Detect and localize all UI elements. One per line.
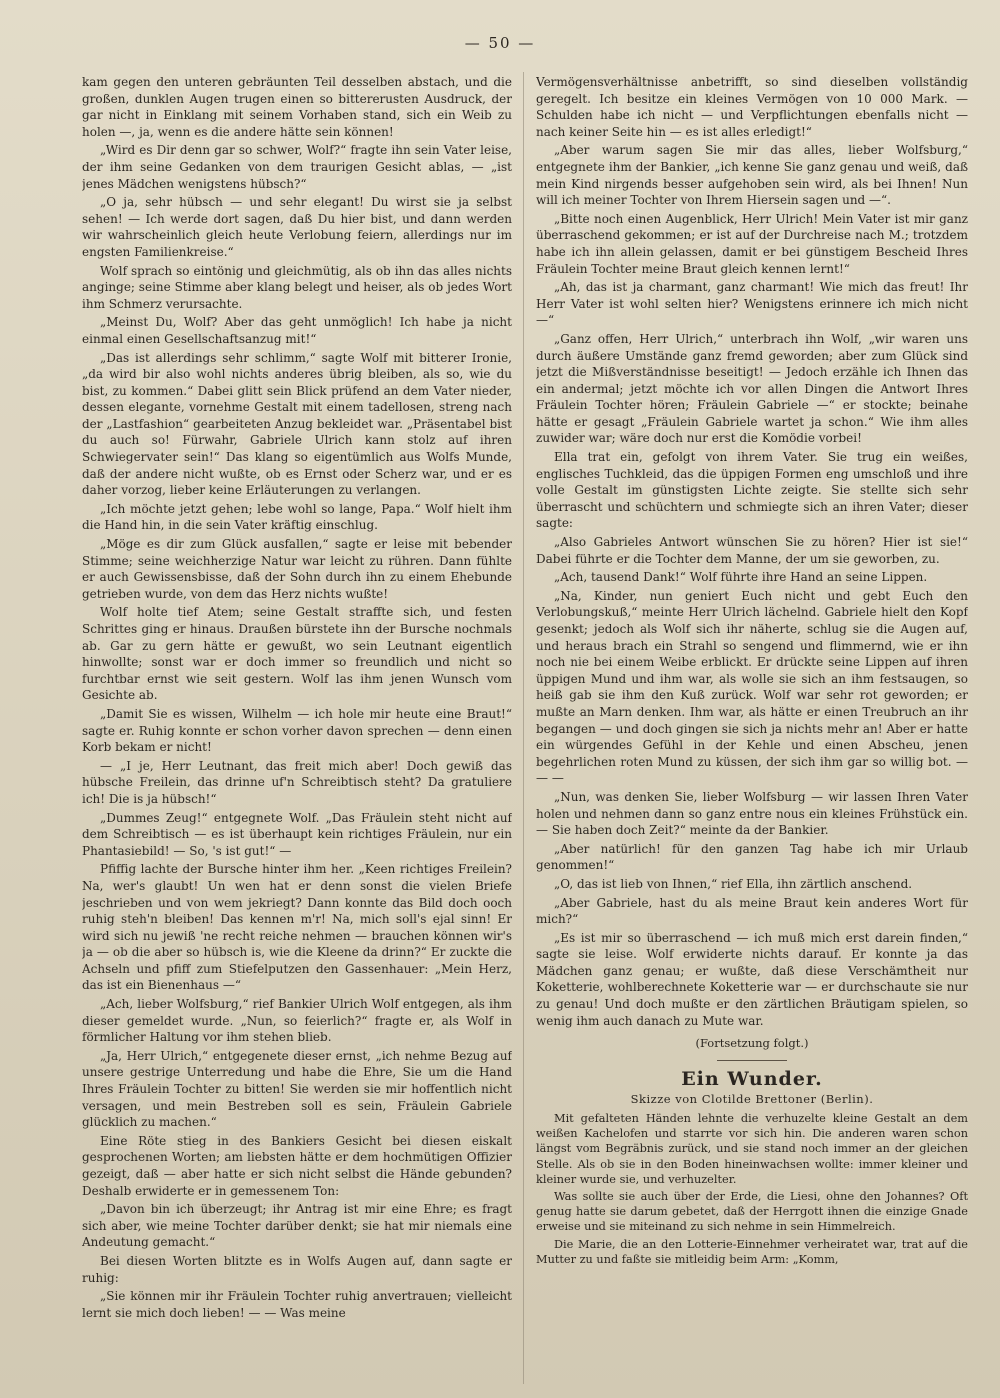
paragraph: „Aber natürlich! für den ganzen Tag habe ich mir Urlaub genommen!“ (536, 841, 968, 873)
paragraph: „Es ist mir so überraschend — ich muß mich erst darein finden,“ sagte sie leise. Wolf erwiderte nichts darauf. Er konnte ja das Mädchen ganz genau; er wußte, daß diese Verschämtheit nur Koketterie, wohlberechnete Koketterie war — er durchschaute sie nur zu genau! Und doch mußte er den zärtlichen Bräutigam spielen, so wenig ihm auch danach zu Mute war. (536, 930, 968, 1028)
paragraph: Die Marie, die an den Lotterie-Einnehmer verheiratet war, trat auf die Mutter zu und faßte sie mitleidig beim Arm: „Komm, (536, 1237, 968, 1266)
paragraph: „Ich möchte jetzt gehen; lebe wohl so lange, Papa.“ Wolf hielt ihm die Hand hin, in die sein Vater kräftig einschlug. (82, 501, 512, 533)
paragraph: Vermögensverhältnisse anbetrifft, so sind dieselben vollständig geregelt. Ich besitze ein kleines Vermögen von 10 000 Mark. — Schulden habe ich nicht — und Verpflichtungen ebenfalls nicht — nach keiner Seite hin — es ist alles erledigt!“ (536, 75, 968, 139)
paragraph: Was sollte sie auch über der Erde, die Liesi, ohne den Johannes? Oft genug hatte sie darum gebetet, daß der Herrgott ihnen die einzige Gnade erweise und sie miteinand zu sich nehme in sein Himmelreich. (536, 1190, 968, 1234)
paragraph: „Damit Sie es wissen, Wilhelm — ich hole mir heute eine Braut!“ sagte er. Ruhig konnte er schon vorher davon sprechen — denn einen Korb bekam er nicht! (82, 706, 512, 755)
paragraph: „O, das ist lieb von Ihnen,“ rief Ella, ihn zärtlich anschend. (554, 876, 913, 891)
paragraph: „Ach, tausend Dank!“ Wolf führte ihre Hand an seine Lippen. (554, 570, 928, 585)
paragraph: kam gegen den unteren gebräunten Teil desselben abstach, und die großen, dunklen Augen trugen einen so bittererusten Ausdruck, der gar nicht in Einklang mit seinem Vorhaben stand, sich ein Weib zu holen —, ja, wenn es die andere hätte sein können! (82, 75, 512, 139)
paragraph: Wolf sprach so eintönig und gleichmütig, als ob ihn das alles nichts anginge; seine Stimme aber klang belegt und heiser, als ob jedes Wort ihm Schmerz verursachte. (82, 263, 512, 311)
paragraph: Wolf holte tief Atem; seine Gestalt straffte sich, und festen Schrittes ging er hinaus. Draußen bürstete ihn der Bursche nochmals ab. Gar zu gern hätte er gewußt, wo sein Leutnant eigentlich hinwollte; sonst war er doch immer so freundlich und nicht so furchtbar ernst wie seit gestern. Wolf las ihm jenen Wunsch vom Gesichte ab. (82, 605, 512, 703)
continuation-note: (Fortsetzung folgt.) (695, 1036, 809, 1051)
paragraph: „Aber Gabriele, hast du als meine Braut kein anderes Wort für mich?“ (536, 895, 968, 927)
paragraph: „Davon bin ich überzeugt; ihr Antrag ist mir eine Ehre; es fragt sich aber, wie meine Tochter darüber denkt; sie hat mir niemals eine Andeutung gemacht.“ (82, 1202, 512, 1250)
paragraph: „Wird es Dir denn gar so schwer, Wolf?“ fragte ihn sein Vater leise, der ihm seine Gedanken von dem traurigen Gesicht ablas, — „ist jenes Mädchen wenigstens hübsch?“ (82, 143, 512, 191)
section-rule (717, 1060, 787, 1061)
paragraph: Bei diesen Worten blitzte es in Wolfs Augen auf, dann sagte er ruhig: (82, 1253, 512, 1285)
paragraph: Eine Röte stieg in des Bankiers Gesicht bei diesen eiskalt gesprochenen Worten; am liebsten hätte er dem hochmütigen Offizier gezeigt, daß — aber hatte er sich nicht selbst die Hände gebunden? Deshalb erwiderte er in gemessenem Ton: (82, 1133, 512, 1198)
story-title: Ein Wunder. (681, 1067, 823, 1090)
paragraph: „Ja, Herr Ulrich,“ entgegenete dieser ernst, „ich nehme Bezug auf unsere gestrige Unterredung und habe die Ehre, Sie um die Hand Ihres Fräulein Tochter zu bitten! Sie werden sie mir hoffentlich nicht versagen, und mein Bestreben soll es sein, Fräulein Gabriele glücklich zu machen.“ (82, 1048, 512, 1130)
story-body (536, 1111, 968, 1267)
column-divider (523, 72, 524, 1384)
paragraph: Pfiffig lachte der Bursche hinter ihm her. „Keen richtiges Freilein? Na, wer's glaubt! Un wen hat er denn sonst die vielen Briefe jeschrieben und von wem jekriegt? Dann konnte das Bild doch ooch ruhig steh'n bleiben! Das kennen m'r! Na, mich soll's ejal sinn! Er wird sich nu jewiß 'ne recht reiche nehmen — brauchen können wir's ja — ob die aber so hübsch is, wie die Kleene da drinn?“ Er zuckte die Achseln und pfiff zum Stiefelputzen den Gassenhauer: „Mein Herz, das ist ein Bienenhaus —“ (82, 862, 512, 993)
story-byline: Skizze von Clotilde Brettoner (Berlin). (630, 1092, 874, 1107)
paragraph: Ella trat ein, gefolgt von ihrem Vater. Sie trug ein weißes, englisches Tuchkleid, das die üppigen Formen eng umschloß und ihre volle Gestalt im günstigsten Lichte zeigte. Sie stellte sich sehr überrascht und schüchtern und schmiegte sich an ihren Vater; dieser sagte: (536, 450, 968, 531)
paragraph: „Das ist allerdings sehr schlimm,“ sagte Wolf mit bitterer Ironie, „da wird bir also wohl nichts anderes übrig bleiben, als so, wie du bist, zu kommen.“ Dabei glitt sein Blick prüfend an dem Vater nieder, dessen elegante, vornehme Gestalt mit einem tadellosen, streng nach der „Lastfashion“ gearbeiteten Anzug bekleidet war. „Präsentabel bist du auch so! Fürwahr, Gabriele Ulrich kann stolz auf ihren Schwiegervater sein!“ Das klang so eigentümlich aus Wolfs Munde, daß der andere nicht wußte, ob es Ernst oder Scherz war, und er es daher vorzog, lieber keine Erläuterungen zu verlangen. (82, 350, 512, 498)
paragraph: „Meinst Du, Wolf? Aber das geht unmöglich! Ich habe ja nicht einmal einen Gesellschaftsanzug mit!“ (82, 315, 512, 346)
paragraph: „Also Gabrieles Antwort wünschen Sie zu hören? Hier ist sie!“ Dabei führte er die Tochter dem Manne, der um sie geworben, zu. (536, 535, 968, 566)
paragraph: Mit gefalteten Händen lehnte die verhuzelte kleine Gestalt an dem weißen Kachelofen und starrte vor sich hin. Die anderen waren schon längst vom Begräbnis zurück, und sie stand noch immer an der gleichen Stelle. Als ob sie in den Boden hineinwachsen wollte: immer kleiner und kleiner wurde sie, und verhuzelter. (536, 1112, 968, 1186)
paragraph: „Dummes Zeug!“ entgegnete Wolf. „Das Fräulein steht nicht auf dem Schreibtisch — es ist überhaupt kein richtiges Fräulein, nur ein Phantasiebild! — So, 's ist gut!“ — (82, 810, 512, 858)
paragraph: „Möge es dir zum Glück ausfallen,“ sagte er leise mit bebender Stimme; seine weichherzige Natur war leicht zu rühren. Dann fühlte er auch Gewissensbisse, daß der Sohn durch ihn zu einem Ehebunde getrieben wurde, von dem das Herz nichts wußte! (82, 537, 512, 601)
paragraph: „O ja, sehr hübsch — und sehr elegant! Du wirst sie ja selbst sehen! — Ich werde dort sagen, daß Du hier bist, und dann werden wir wahrscheinlich gleich heute Verlobung feiern, allerdings nur im engsten Familienkreise.“ (82, 195, 512, 259)
right-column (536, 74, 968, 1388)
serial-continuation (536, 74, 968, 1029)
paragraph: „Na, Kinder, nun geniert Euch nicht und gebt Euch den Verlobungskuß,“ meinte Herr Ulrich lächelnd. Gabriele hielt den Kopf gesenkt; jedoch als Wolf sich ihr näherte, schlug sie die Augen auf, und heraus brach ein Strahl so sengend und flimmernd, wie er ihn noch nie bei einem Weibe erblickt. Er drückte seine Lippen auf ihren üppigen Mund und ihm war, als wolle sie sich an ihm festsaugen, so heiß gab sie ihm den Kuß zurück. Wolf war sehr rot geworden; er mußte an Marn denken. Ihm war, als hätte er einen Treubruch an ihr begangen — und doch gingen sie sich ja nichts mehr an! Aber er hatte ein würgendes Gefühl in der Kehle und einen Abscheu, jenen begehrlichen roten Mund zu küssen, der sich ihm gar so willig bot. — — — (536, 588, 968, 786)
paragraph: „Aber warum sagen Sie mir das alles, lieber Wolfsburg,“ entgegnete ihm der Bankier, „ich kenne Sie ganz genau und weiß, daß mein Kind nirgends besser aufgehoben sein wird, als bei Ihnen! Nun will ich meiner Tochter von Ihrem Hiersein sagen und —“. (536, 143, 968, 208)
paragraph: „Nun, was denken Sie, lieber Wolfsburg — wir lassen Ihren Vater holen und nehmen dann so ganz entre nous ein kleines Frühstück ein. — Sie haben doch Zeit?“ meinte da der Bankier. (536, 789, 968, 838)
paragraph: „Sie können mir ihr Fräulein Tochter ruhig anvertrauen; vielleicht lernt sie mich doch lieben! — — Was meine (82, 1289, 512, 1320)
paragraph: „Ach, lieber Wolfsburg,“ rief Bankier Ulrich Wolf entgegen, als ihm dieser gemeldet wurde. „Nun, so feierlich?“ fragte er, als Wolf in förmlicher Haltung vor ihm stehen blieb. (82, 997, 512, 1045)
left-column (82, 74, 512, 1388)
paragraph: „Ganz offen, Herr Ulrich,“ unterbrach ihn Wolf, „wir waren uns durch äußere Umstände ganz fremd geworden; aber zum Glück sind jetzt die Mißverständnisse beseitigt! — Jedoch erzähle ich Ihnen das ein andermal; jetzt möchte ich vor allen Dingen die Antwort Ihres Fräulein Tochter hören; Fräulein Gabriele —“ er stockte; beinahe hätte er gesagt „Fräulein Gabriele wartet ja schon.“ Wie ihm alles zuwider war; wäre doch nur erst die Komödie vorbei! (536, 331, 968, 446)
page-number: — 50 — (464, 34, 536, 52)
paragraph: „Bitte noch einen Augenblick, Herr Ulrich! Mein Vater ist mir ganz überraschend gekommen; er ist auf der Durchreise nach M.; trotzdem habe ich ihn allein gelassen, damit er bei günstigem Bescheid Ihres Fräulein Tochter meine Braut gleich kennen lernt!“ (536, 211, 968, 276)
paragraph: „Ah, das ist ja charmant, ganz charmant! Wie mich das freut! Ihr Herr Vater ist wohl selten hier? Wenigstens erinnere ich mich nicht —“ (536, 280, 968, 328)
paragraph: — „I je, Herr Leutnant, das freit mich aber! Doch gewiß das hübsche Freilein, das drinne uf'n Schreibtisch steht? Da gratuliere ich! Die is ja hübsch!“ (82, 758, 512, 806)
